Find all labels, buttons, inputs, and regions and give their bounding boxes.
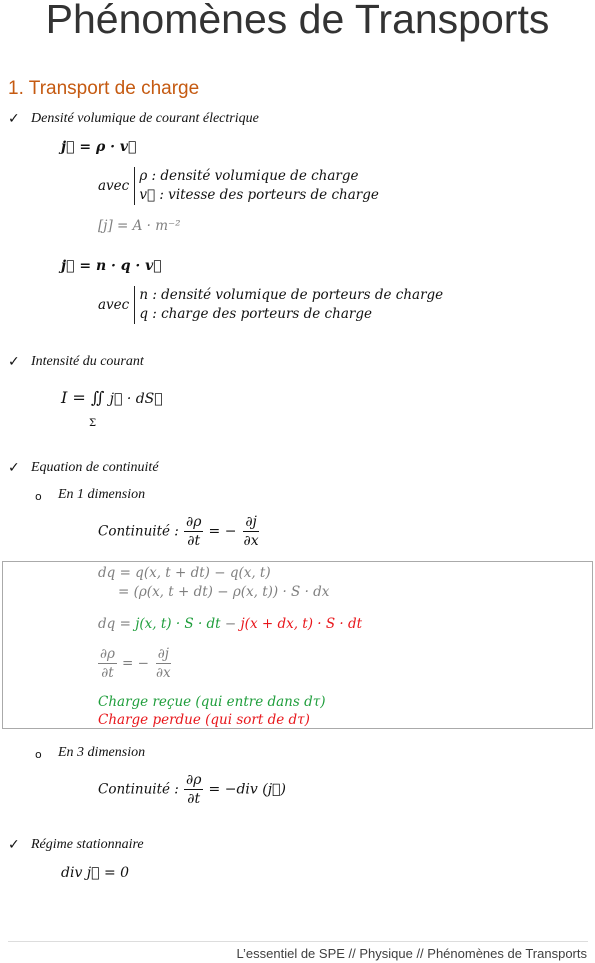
- legend-charge-received: Charge reçue (qui entre dans dτ): [98, 694, 326, 710]
- section-heading: [8, 78, 199, 100]
- equals-minus: = −: [208, 523, 237, 540]
- eq-unit: [j] = A · m⁻²: [98, 218, 181, 234]
- intensity-lhs: I = ∬: [61, 388, 105, 407]
- fraction-drho-dt: [184, 771, 203, 808]
- circle-bullet-icon: o: [35, 748, 42, 761]
- bullet-current-density: Densité volumique de courant électrique: [31, 111, 259, 126]
- eq-div-j-zero: div j⃗ = 0: [61, 865, 130, 881]
- numerator: ∂j: [157, 646, 169, 662]
- legend-charge-lost: Charge perdue (qui sort de dτ): [98, 712, 310, 728]
- dq-received-term: j(x, t) · S · dt: [135, 616, 221, 632]
- eq-dq-line2: = (ρ(x, t + dt) − ρ(x, t)) · S · dx: [118, 584, 330, 600]
- numerator: ∂j: [245, 514, 257, 530]
- bullet-steady-state: Régime stationnaire: [31, 837, 144, 852]
- eq-avec-block-1: [98, 167, 379, 205]
- rho-definition: ρ : densité volumique de charge: [139, 168, 359, 184]
- sub-bullet-1d: En 1 dimension: [58, 487, 146, 502]
- denominator: ∂x: [243, 533, 259, 549]
- eq-continuity-gray: [98, 645, 173, 682]
- fraction-dj-dx: [154, 645, 173, 682]
- section-number: 1.: [8, 78, 24, 99]
- fraction-drho-dt: [98, 645, 117, 682]
- n-definition: n : densité volumique de porteurs de charge: [139, 287, 444, 303]
- q-definition: q : charge des porteurs de charge: [139, 306, 372, 322]
- fraction-drho-dt: [184, 513, 203, 550]
- dq-lost-term: j(x + dx, t) · S · dt: [240, 616, 363, 632]
- continuity-label: Continuité :: [98, 523, 179, 540]
- eq-j-nqv: j⃗ = n · q · v⃗: [61, 258, 162, 274]
- eq-intensity: [61, 388, 163, 407]
- circle-bullet-icon: o: [35, 490, 42, 503]
- footer-divider: [8, 941, 588, 942]
- v-definition: v⃗ : vitesse des porteurs de charge: [139, 187, 379, 203]
- dq-minus: −: [220, 616, 241, 632]
- eq-avec-block-2: [98, 286, 443, 324]
- avec-definitions: [134, 167, 379, 205]
- equals-minus: = −: [122, 655, 149, 672]
- check-icon: ✓: [8, 111, 20, 127]
- bullet-continuity: Equation de continuité: [31, 460, 159, 475]
- fraction-dj-dx: [242, 513, 261, 550]
- check-icon: ✓: [8, 460, 20, 476]
- numerator: ∂ρ: [185, 514, 202, 530]
- eq-dq-line3: [98, 616, 362, 632]
- section-title: Transport de charge: [28, 78, 200, 99]
- eq-dq-line1: dq = q(x, t + dt) − q(x, t): [98, 565, 271, 581]
- sigma-subscript: Σ: [89, 418, 97, 429]
- sub-bullet-3d: En 3 dimension: [58, 745, 146, 760]
- page-title: Phénomènes de Transports: [45, 0, 550, 42]
- footer-text: L’essentiel de SPE // Physique // Phénomènes de Transports: [236, 946, 587, 961]
- intensity-rhs: j⃗ · dS⃗: [109, 391, 163, 407]
- denominator: ∂x: [156, 665, 171, 681]
- check-icon: ✓: [8, 837, 20, 853]
- numerator: ∂ρ: [185, 772, 202, 788]
- denominator: ∂t: [187, 791, 201, 807]
- bullet-current-intensity: Intensité du courant: [31, 354, 144, 369]
- eq-continuity-3d: [98, 771, 286, 808]
- eq-continuity-1d: [98, 513, 261, 550]
- numerator: ∂ρ: [100, 646, 115, 662]
- eq-j-rho-v: j⃗ = ρ · v⃗: [61, 139, 137, 155]
- dq-prefix: dq =: [98, 616, 136, 632]
- continuity-label: Continuité :: [98, 781, 179, 798]
- avec-definitions: [134, 286, 443, 324]
- denominator: ∂t: [101, 665, 114, 681]
- div-j-rhs: = −div (j⃗): [208, 781, 286, 798]
- check-icon: ✓: [8, 354, 20, 370]
- denominator: ∂t: [187, 533, 201, 549]
- avec-label: avec: [98, 297, 130, 313]
- avec-label: avec: [98, 178, 130, 194]
